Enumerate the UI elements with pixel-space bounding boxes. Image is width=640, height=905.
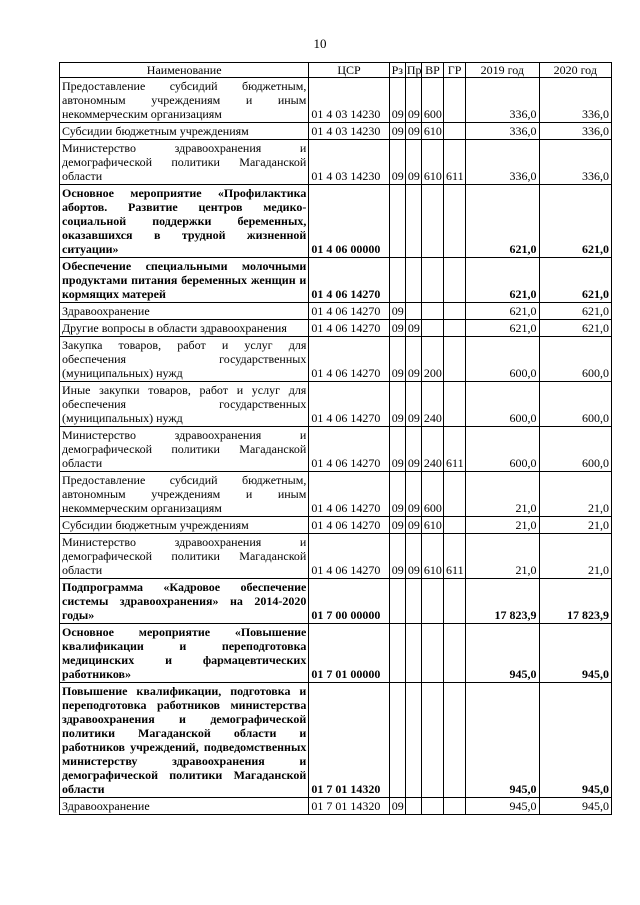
header-pr: Пр [406, 63, 422, 77]
cell-name: Обеспечение специальными молочными продуктами питания беременных женщин и кормящих матерей [60, 258, 309, 303]
cell-pr: 09 [405, 337, 421, 382]
cell-2020: 945,0 [539, 683, 611, 798]
table-row [60, 123, 612, 140]
cell-2020: 600,0 [539, 337, 611, 382]
cell-pr [405, 798, 421, 815]
cell-2019: 621,0 [466, 258, 539, 303]
cell-rz [389, 258, 405, 303]
cell-2019: 336,0 [466, 123, 539, 140]
cell-csr: 01 4 06 14270 [309, 337, 389, 382]
table-row [60, 517, 612, 534]
cell-vr [421, 798, 443, 815]
cell-vr [421, 185, 443, 258]
cell-vr: 600 [421, 472, 443, 517]
cell-2019: 21,0 [466, 472, 539, 517]
cell-pr: 09 [405, 427, 421, 472]
cell-pr [405, 258, 421, 303]
cell-csr: 01 4 03 14230 [309, 78, 389, 123]
cell-name: Субсидии бюджетным учреждениям [60, 123, 309, 140]
cell-csr: 01 7 01 14320 [309, 683, 389, 798]
table-row [60, 534, 612, 579]
cell-2020: 336,0 [539, 78, 611, 123]
cell-rz: 09 [389, 472, 405, 517]
cell-csr: 01 4 03 14230 [309, 140, 389, 185]
page-number: 10 [313, 36, 327, 51]
cell-name: Здравоохранение [60, 303, 309, 320]
cell-pr: 09 [405, 140, 421, 185]
cell-name: Повышение квалификации, подготовка и переподготовка работников министерства здравоохранения и демографической политики Магаданской области и работников учреждений, подведомственных министерству здравоохранения и демографической политики Магаданской области [60, 683, 309, 798]
cell-2019: 945,0 [466, 624, 539, 683]
cell-name: Основное мероприятие «Профилактика абортов. Развитие центров медико-социальной поддержки беременных, оказавшихся в трудной жизненной ситуации» [60, 185, 309, 258]
cell-csr: 01 7 01 14320 [309, 798, 389, 815]
cell-2019: 21,0 [466, 517, 539, 534]
budget-table [59, 62, 612, 815]
table-body [60, 78, 612, 815]
cell-vr [421, 258, 443, 303]
cell-name: Предоставление субсидий бюджетным, автономным учреждениям и иным некоммерческим организациям [60, 78, 309, 123]
cell-name: Закупка товаров, работ и услуг для обеспечения государственных (муниципальных) нужд [60, 337, 309, 382]
cell-2019: 336,0 [466, 78, 539, 123]
table-row [60, 472, 612, 517]
cell-2019: 621,0 [466, 185, 539, 258]
cell-rz [389, 185, 405, 258]
cell-name: Предоставление субсидий бюджетным, автономным учреждениям и иным некоммерческим организациям [60, 472, 309, 517]
cell-vr: 240 [421, 427, 443, 472]
cell-2019: 600,0 [466, 382, 539, 427]
cell-gr [444, 303, 466, 320]
table-row [60, 258, 612, 303]
cell-pr [405, 185, 421, 258]
cell-rz: 09 [389, 534, 405, 579]
header-rz: Рз [389, 63, 405, 78]
cell-pr [405, 683, 421, 798]
table-header-row [60, 63, 612, 78]
cell-2020: 600,0 [539, 427, 611, 472]
cell-2019: 945,0 [466, 683, 539, 798]
cell-2020: 621,0 [539, 258, 611, 303]
cell-vr [421, 579, 443, 624]
cell-gr [444, 337, 466, 382]
cell-2019: 945,0 [466, 798, 539, 815]
cell-csr: 01 4 06 14270 [309, 382, 389, 427]
cell-name: Здравоохранение [60, 798, 309, 815]
cell-pr: 09 [405, 320, 421, 337]
cell-2020: 945,0 [539, 798, 611, 815]
table-row [60, 185, 612, 258]
cell-rz: 09 [389, 427, 405, 472]
table-row [60, 798, 612, 815]
cell-csr: 01 4 06 14270 [309, 517, 389, 534]
cell-csr: 01 4 06 14270 [309, 303, 389, 320]
table-row [60, 303, 612, 320]
cell-pr: 09 [405, 123, 421, 140]
cell-name: Министерство здравоохранения и демографической политики Магаданской области [60, 534, 309, 579]
cell-vr: 600 [421, 78, 443, 123]
cell-2019: 336,0 [466, 140, 539, 185]
cell-gr [444, 258, 466, 303]
cell-gr [444, 123, 466, 140]
cell-2020: 336,0 [539, 140, 611, 185]
cell-rz [389, 579, 405, 624]
table-row [60, 427, 612, 472]
cell-csr: 01 4 06 14270 [309, 258, 389, 303]
cell-name: Основное мероприятие «Повышение квалификации и переподготовка медицинских и фармацевтических работников» [60, 624, 309, 683]
cell-csr: 01 7 00 00000 [309, 579, 389, 624]
cell-2019: 621,0 [466, 320, 539, 337]
cell-2019: 600,0 [466, 337, 539, 382]
table-row [60, 140, 612, 185]
cell-2020: 945,0 [539, 624, 611, 683]
cell-rz [389, 683, 405, 798]
cell-vr [421, 683, 443, 798]
cell-name: Субсидии бюджетным учреждениям [60, 517, 309, 534]
cell-2019: 600,0 [466, 427, 539, 472]
cell-csr: 01 7 01 00000 [309, 624, 389, 683]
cell-2020: 621,0 [539, 185, 611, 258]
table-row [60, 337, 612, 382]
cell-rz [389, 624, 405, 683]
cell-name: Подпрограмма «Кадровое обеспечение системы здравоохранения» на 2014-2020 годы» [60, 579, 309, 624]
cell-gr [444, 798, 466, 815]
cell-2019: 621,0 [466, 303, 539, 320]
cell-2020: 600,0 [539, 382, 611, 427]
cell-2020: 17 823,9 [539, 579, 611, 624]
table-row [60, 382, 612, 427]
cell-pr [405, 303, 421, 320]
cell-2020: 21,0 [539, 517, 611, 534]
cell-pr [405, 579, 421, 624]
table-row [60, 683, 612, 798]
cell-gr: 611 [444, 534, 466, 579]
cell-gr [444, 517, 466, 534]
table-row [60, 579, 612, 624]
cell-2019: 21,0 [466, 534, 539, 579]
cell-rz: 09 [389, 337, 405, 382]
cell-rz: 09 [389, 320, 405, 337]
cell-csr: 01 4 03 14230 [309, 123, 389, 140]
cell-rz: 09 [389, 123, 405, 140]
cell-gr [444, 320, 466, 337]
cell-rz: 09 [389, 517, 405, 534]
header-gr: ГР [444, 63, 466, 78]
header-name: Наименование [60, 63, 309, 78]
cell-vr: 200 [421, 337, 443, 382]
cell-gr: 611 [444, 140, 466, 185]
table-row [60, 78, 612, 123]
cell-gr [444, 624, 466, 683]
cell-gr [444, 78, 466, 123]
cell-name: Министерство здравоохранения и демографической политики Магаданской области [60, 140, 309, 185]
cell-vr: 240 [421, 382, 443, 427]
cell-name: Иные закупки товаров, работ и услуг для обеспечения государственных (муниципальных) нужд [60, 382, 309, 427]
table-row [60, 320, 612, 337]
cell-2020: 336,0 [539, 123, 611, 140]
cell-2020: 621,0 [539, 303, 611, 320]
cell-vr: 610 [421, 517, 443, 534]
cell-2020: 621,0 [539, 320, 611, 337]
cell-rz: 09 [389, 303, 405, 320]
cell-pr: 09 [405, 534, 421, 579]
cell-pr: 09 [405, 78, 421, 123]
cell-csr: 01 4 06 14270 [309, 320, 389, 337]
cell-pr: 09 [405, 382, 421, 427]
cell-gr [444, 185, 466, 258]
cell-csr: 01 4 06 14270 [309, 427, 389, 472]
cell-gr [444, 579, 466, 624]
cell-csr: 01 4 06 14270 [309, 534, 389, 579]
cell-2020: 21,0 [539, 534, 611, 579]
cell-pr: 09 [405, 472, 421, 517]
cell-gr [444, 683, 466, 798]
cell-vr [421, 320, 443, 337]
cell-rz: 09 [389, 140, 405, 185]
cell-pr: 09 [405, 517, 421, 534]
cell-vr: 610 [421, 140, 443, 185]
header-vr: ВР [421, 63, 443, 78]
cell-name: Министерство здравоохранения и демографической политики Магаданской области [60, 427, 309, 472]
cell-rz: 09 [389, 78, 405, 123]
cell-gr: 611 [444, 427, 466, 472]
cell-gr [444, 472, 466, 517]
table-row [60, 624, 612, 683]
cell-rz: 09 [389, 798, 405, 815]
header-2019: 2019 год [466, 63, 539, 78]
header-2020: 2020 год [539, 63, 611, 78]
cell-2019: 17 823,9 [466, 579, 539, 624]
cell-2020: 21,0 [539, 472, 611, 517]
cell-pr [405, 624, 421, 683]
cell-rz: 09 [389, 382, 405, 427]
cell-name: Другие вопросы в области здравоохранения [60, 320, 309, 337]
cell-gr [444, 382, 466, 427]
cell-vr [421, 303, 443, 320]
cell-vr: 610 [421, 534, 443, 579]
cell-csr: 01 4 06 14270 [309, 472, 389, 517]
header-csr: ЦСР [309, 63, 389, 78]
cell-vr: 610 [421, 123, 443, 140]
cell-csr: 01 4 06 00000 [309, 185, 389, 258]
cell-vr [421, 624, 443, 683]
